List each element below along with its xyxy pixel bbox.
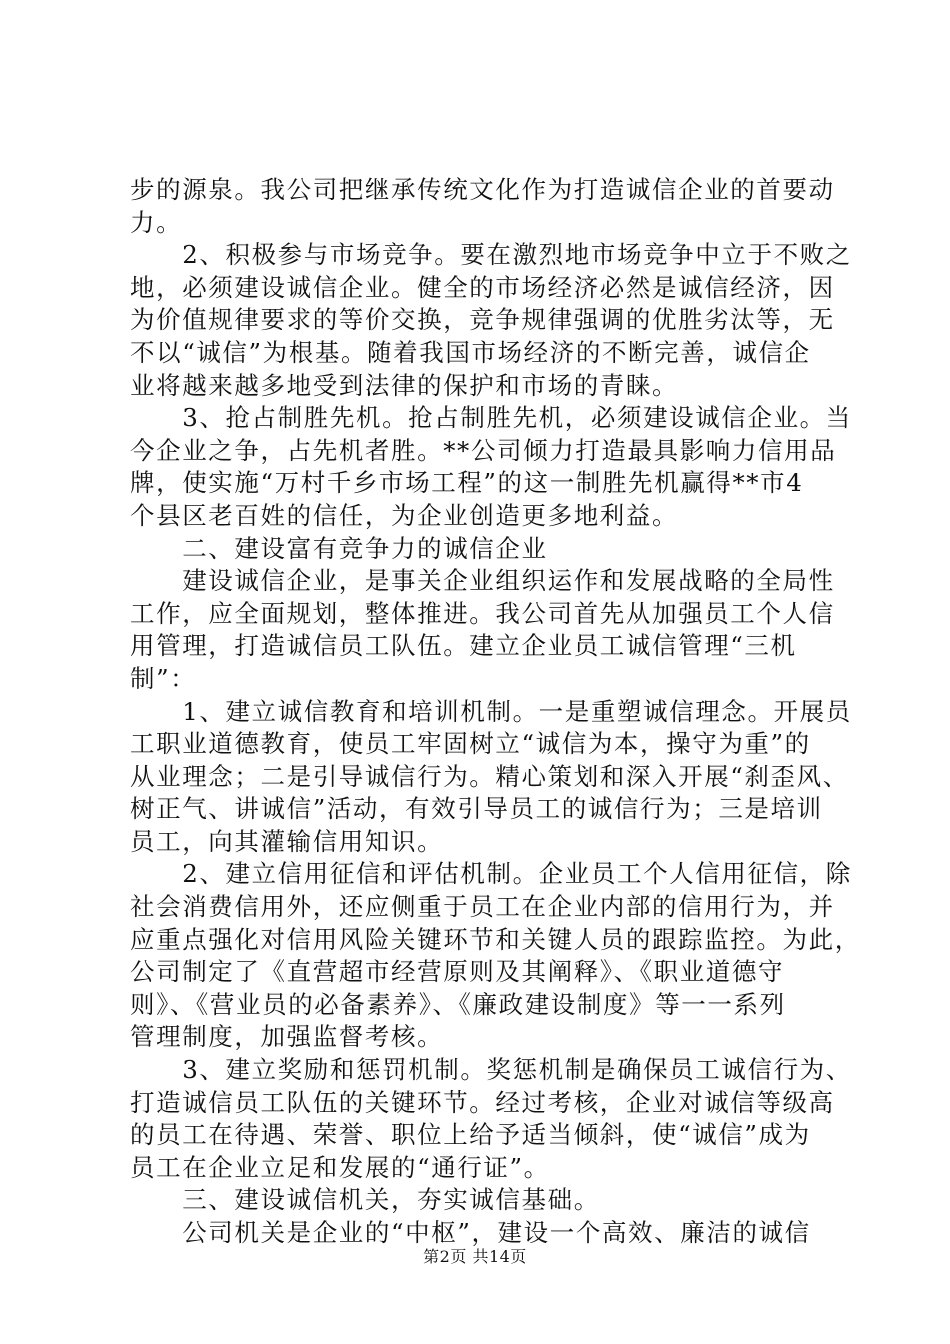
text-line: 员工，向其灌输信用知识。 bbox=[130, 826, 444, 856]
document-body bbox=[130, 174, 861, 1250]
text-line: 社会消费信用外，还应侧重于员工在企业内部的信用行为，并 bbox=[130, 892, 835, 922]
text-line: 则》、《营业员的必备素养》、《廉政建设制度》等一一系列 bbox=[130, 989, 786, 1019]
text-line: 步的源泉。我公司把继承传统文化作为打造诚信企业的首要动 bbox=[130, 175, 835, 204]
text-line: 不以“诚信”为根基。随着我国市场经济的不断完善，诚信企 bbox=[130, 337, 811, 367]
text-line: 业将越来越多地受到法律的保护和市场的青睐。 bbox=[130, 370, 679, 400]
text-line: 个县区老百姓的信任，为企业创造更多地利益。 bbox=[130, 500, 679, 530]
text-line: 工作，应全面规划，整体推进。我公司首先从加强员工个人信 bbox=[130, 598, 835, 628]
text-line: 今企业之争，占先机者胜。**公司倾力打造最具影响力信用品 bbox=[130, 435, 837, 465]
text-line: 建设诚信企业，是事关企业组织运作和发展战略的全局性 bbox=[130, 566, 835, 596]
text-line: 树正气、讲诚信”活动，有效引导员工的诚信行为；三是培训 bbox=[130, 794, 823, 824]
text-line: 1、建立诚信教育和培训机制。一是重塑诚信理念。开展员 bbox=[130, 696, 852, 726]
text-line: 公司制定了《直营超市经营原则及其阐释》、《职业道德守 bbox=[130, 957, 785, 987]
page-number-label: 第2页 共14页 bbox=[423, 1247, 527, 1266]
text-line: 地，必须建设诚信企业。健全的市场经济必然是诚信经济，因 bbox=[130, 272, 835, 302]
section-heading: 二、建设富有竞争力的诚信企业 bbox=[130, 533, 548, 563]
text-line: 用管理，打造诚信员工队伍。建立企业员工诚信管理“三机 bbox=[130, 631, 797, 661]
text-line: 打造诚信员工队伍的关键环节。经过考核，企业对诚信等级高 bbox=[130, 1087, 835, 1117]
text-line: 工职业道德教育，使员工牢固树立“诚信为本，操守为重”的 bbox=[130, 729, 811, 759]
text-line: 公司机关是企业的“中枢”，建设一个高效、廉洁的诚信 bbox=[130, 1218, 811, 1247]
text-line: 的员工在待遇、荣誉、职位上给予适当倾斜，使“诚信”成为 bbox=[130, 1120, 811, 1150]
text-line: 制”： bbox=[130, 663, 197, 693]
text-line: 3、建立奖励和惩罚机制。奖惩机制是确保员工诚信行为、 bbox=[130, 1055, 852, 1085]
text-line: 员工在企业立足和发展的“通行证”。 bbox=[130, 1152, 550, 1182]
text-line: 3、抢占制胜先机。抢占制胜先机，必须建设诚信企业。当 bbox=[130, 403, 852, 433]
text-line: 2、建立信用征信和评估机制。企业员工个人信用征信，除 bbox=[130, 859, 852, 889]
page-footer bbox=[0, 1244, 950, 1267]
text-line: 2、积极参与市场竞争。要在激烈地市场竞争中立于不败之 bbox=[130, 240, 852, 270]
text-line: 从业理念；二是引导诚信行为。精心策划和深入开展“刹歪风、 bbox=[130, 761, 849, 791]
text-line: 牌，使实施“万村千乡市场工程”的这一制胜先机赢得**市4 bbox=[130, 468, 804, 498]
text-line: 为价值规律要求的等价交换，竞争规律强调的优胜劣汰等，无 bbox=[130, 305, 835, 335]
text-line: 力。 bbox=[130, 207, 183, 237]
section-heading: 三、建设诚信机关，夯实诚信基础。 bbox=[130, 1185, 600, 1215]
text-line: 应重点强化对信用风险关键环节和关键人员的跟踪监控。为此， bbox=[130, 924, 861, 954]
text-line: 管理制度，加强监督考核。 bbox=[130, 1022, 444, 1052]
